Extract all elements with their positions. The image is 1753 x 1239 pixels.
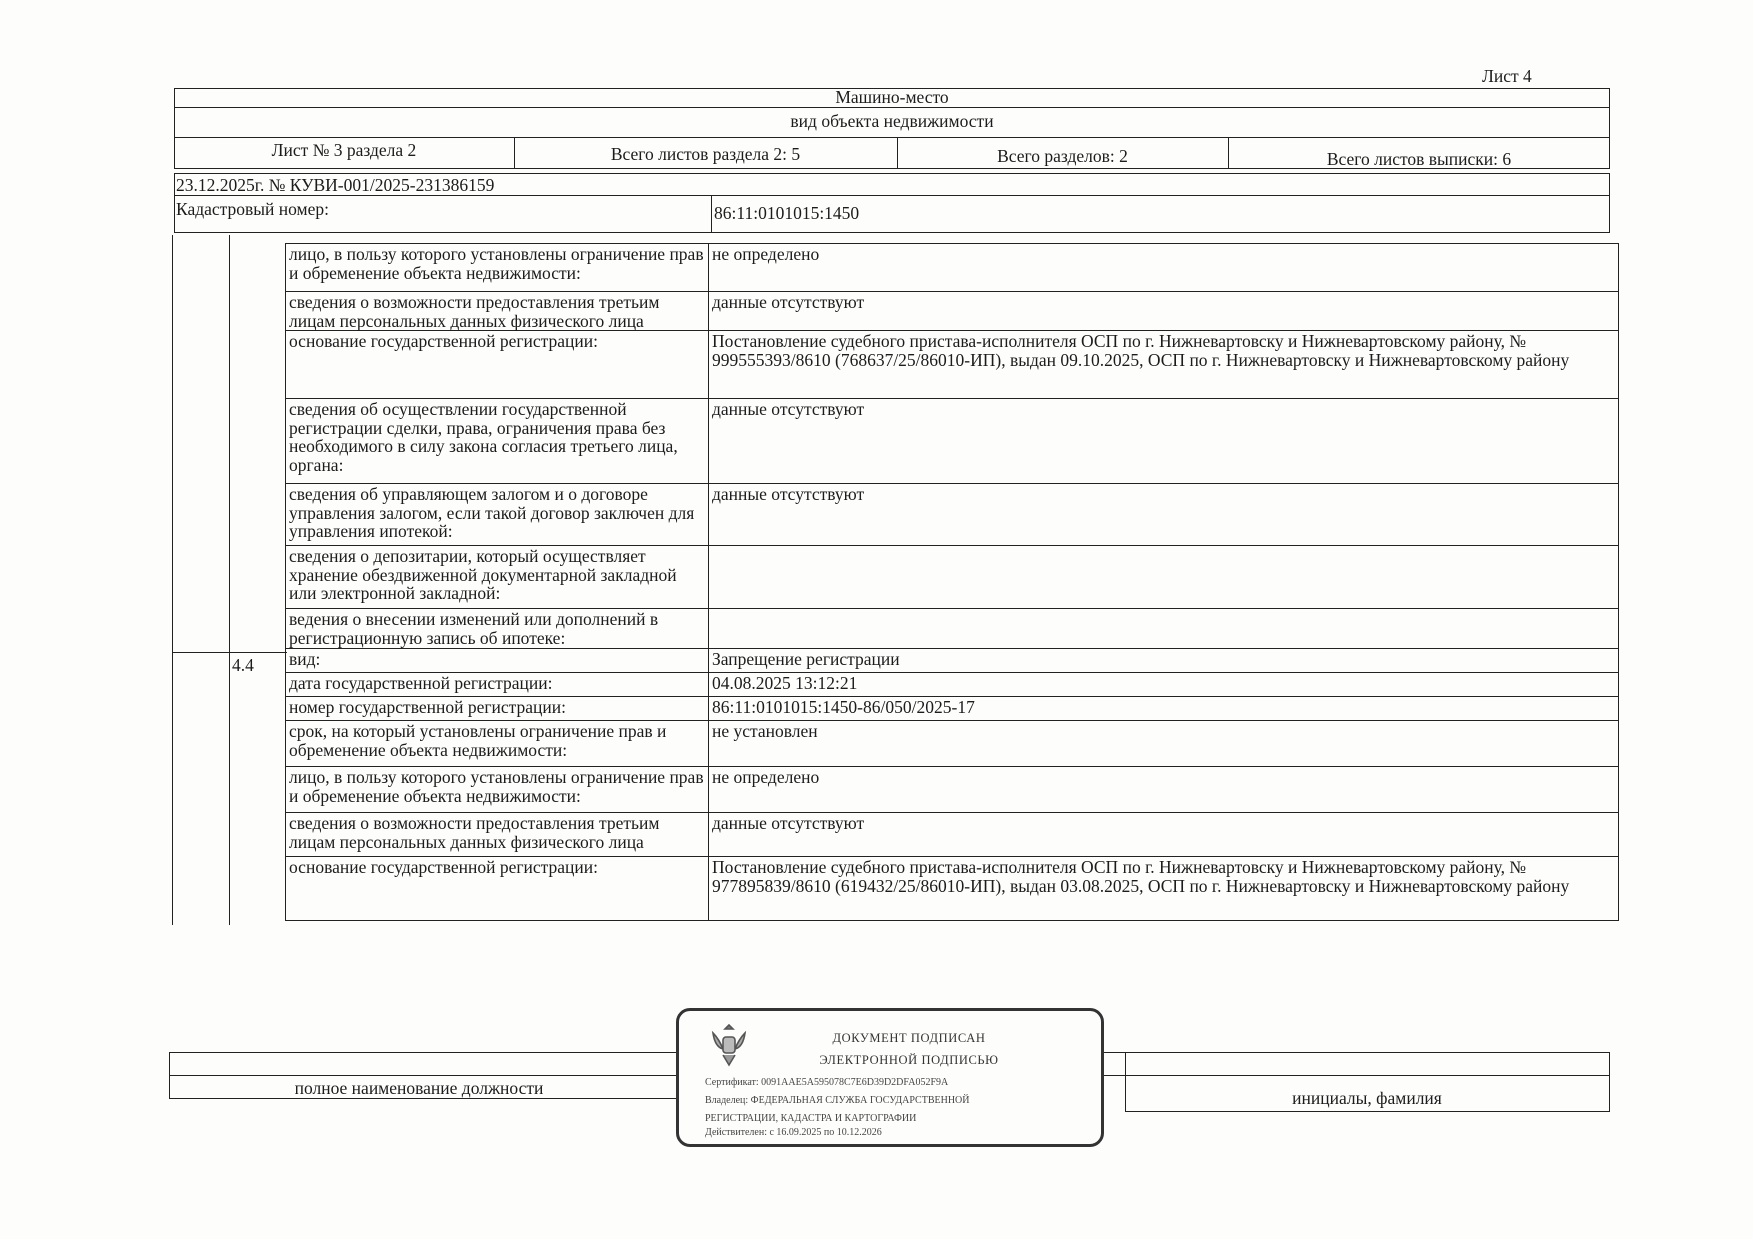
row-value: данные отсутствуют <box>709 399 1619 484</box>
row-value: Постановление судебного пристава-исполнителя ОСП по г. Нижневартовску и Нижневартовскому району, № 977895839/8610 (619432/25/86010-ИП), выдан 03.08.2025, ОСП по г. Нижневартовску и Нижневартовскому району <box>709 857 1619 921</box>
row-label: сведения об осуществлении государственной регистрации сделки, права, ограничения права без необходимого в силу закона согласия третьего лица, органа: <box>286 399 709 484</box>
stamp-line2: ЭЛЕКТРОННОЙ ПОДПИСЬЮ <box>819 1053 999 1067</box>
row-value: Запрещение регистрации <box>709 649 1619 673</box>
row-value: не определено <box>709 244 1619 292</box>
object-type-caption: вид объекта недвижимости <box>790 111 994 131</box>
stamp-line1: ДОКУМЕНТ ПОДПИСАН <box>832 1031 986 1045</box>
table-row <box>286 244 1619 292</box>
table-row <box>286 767 1619 813</box>
row-label: сведения о возможности предоставления третьим лицам персональных данных физического лица <box>286 813 709 857</box>
table-row <box>286 857 1619 921</box>
row-label: лицо, в пользу которого установлены ограничение прав и обременение объекта недвижимости: <box>286 244 709 292</box>
encumbrance-table <box>285 243 1619 921</box>
name-caption: инициалы, фамилия <box>1292 1088 1442 1108</box>
total-section-sheets: Всего листов раздела 2: 5 <box>610 144 801 164</box>
row-label: вид: <box>286 649 709 673</box>
stamp-certificate: Сертификат: 0091AAE5A595078C7E6D39D2DFA052F9A <box>705 1077 949 1088</box>
table-row <box>286 609 1619 649</box>
row-label: срок, на который установлены ограничение прав и обременение объекта недвижимости: <box>286 721 709 767</box>
table-row <box>286 484 1619 546</box>
row-value: данные отсутствуют <box>709 484 1619 546</box>
table-row <box>286 399 1619 484</box>
row-value: данные отсутствуют <box>709 813 1619 857</box>
table-row <box>286 649 1619 673</box>
row-value: не определено <box>709 767 1619 813</box>
row-value: не установлен <box>709 721 1619 767</box>
sheet-label: Лист 4 <box>1482 66 1532 86</box>
row-value: 86:11:0101015:1450-86/050/2025-17 <box>709 697 1619 721</box>
row-label: основание государственной регистрации: <box>286 331 709 399</box>
sheet-of-section: Лист № 3 раздела 2 <box>271 140 417 160</box>
table-row <box>286 697 1619 721</box>
total-sections: Всего разделов: 2 <box>997 146 1128 166</box>
table-row <box>286 813 1619 857</box>
row-value: 04.08.2025 13:12:21 <box>709 673 1619 697</box>
row-value: данные отсутствуют <box>709 292 1619 331</box>
cadastral-number: 86:11:0101015:1450 <box>714 203 860 223</box>
row-number: 4.4 <box>232 655 254 675</box>
extract-date-number: 23.12.2025г. № КУВИ-001/2025-231386159 <box>176 175 495 195</box>
stamp-validity: Действителен: с 16.09.2025 по 10.12.2026 <box>705 1127 882 1138</box>
row-label: сведения о депозитарии, который осуществляет хранение обездвиженной документарной закладной или электронной закладной: <box>286 546 709 609</box>
row-value <box>709 546 1619 609</box>
row-label: дата государственной регистрации: <box>286 673 709 697</box>
total-extract-sheets: Всего листов выписки: 6 <box>1326 149 1512 169</box>
row-label: лицо, в пользу которого установлены ограничение прав и обременение объекта недвижимости: <box>286 767 709 813</box>
table-row <box>286 673 1619 697</box>
row-label: сведения о возможности предоставления третьим лицам персональных данных физического лица <box>286 292 709 331</box>
table-row <box>286 546 1619 609</box>
electronic-signature-stamp <box>676 1008 1104 1147</box>
row-label: основание государственной регистрации: <box>286 857 709 921</box>
table-row <box>286 292 1619 331</box>
row-value: Постановление судебного пристава-исполнителя ОСП по г. Нижневартовску и Нижневартовскому району, № 999555393/8610 (768637/25/86010-ИП), выдан 09.10.2025, ОСП по г. Нижневартовску и Нижневартовскому району <box>709 331 1619 399</box>
coat-of-arms-icon <box>701 1017 757 1073</box>
row-label: ведения о внесении изменений или дополнений в регистрационную запись об ипотеке: <box>286 609 709 649</box>
position-caption: полное наименование должности <box>294 1078 544 1098</box>
object-type: Машино-место <box>835 87 949 107</box>
stamp-owner2: РЕГИСТРАЦИИ, КАДАСТРА И КАРТОГРАФИИ <box>705 1113 917 1124</box>
row-label: номер государственной регистрации: <box>286 697 709 721</box>
signature-line-bottom <box>1125 1111 1609 1112</box>
cadastral-label: Кадастровый номер: <box>176 199 330 219</box>
row-label: сведения об управляющем залогом и о договоре управления залогом, если такой договор заключен для управления ипотекой: <box>286 484 709 546</box>
stamp-owner: Владелец: ФЕДЕРАЛЬНАЯ СЛУЖБА ГОСУДАРСТВЕННОЙ <box>705 1095 970 1106</box>
row-value <box>709 609 1619 649</box>
table-row <box>286 331 1619 399</box>
table-row <box>286 721 1619 767</box>
